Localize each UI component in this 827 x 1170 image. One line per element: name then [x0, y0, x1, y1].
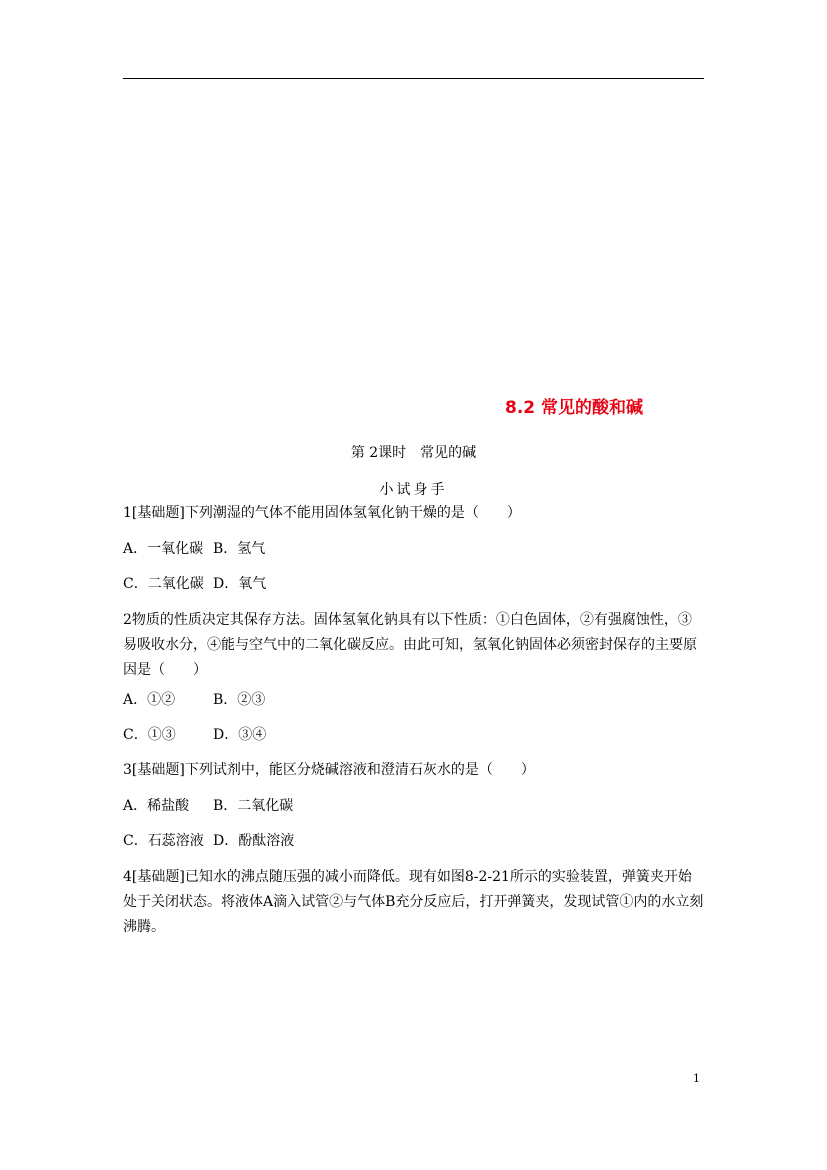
question-3-options-row-1: [123, 794, 293, 819]
question-2-option-d: D．③④: [213, 727, 267, 743]
question-3-option-a: A．稀盐酸: [123, 798, 190, 814]
question-2-option-c: C．①③: [123, 727, 176, 743]
section-title: 8.2 常见的酸和碱: [505, 398, 644, 418]
lesson-title: 第 2课时 常见的碱: [350, 445, 477, 461]
question-1-option-d: D．氧气: [213, 576, 267, 592]
question-3-option-c: C．石蕊溶液: [123, 833, 204, 849]
question-1-stem: 1[基础题]下列潮湿的气体不能用固体氢氧化钠干燥的是（ ）: [123, 505, 521, 521]
question-2-stem: 2物质的性质决定其保存方法。固体氢氧化钠具有以下性质：①白色固体，②有强腐蚀性，③易吸收水分，④能与空气中的二氧化碳反应。由此可知，氢氧化钠固体必须密封保存的主要原因是（ ）: [123, 612, 697, 678]
question-2-options-row-1: [123, 688, 265, 713]
question-1-option-b: B．氢气: [213, 541, 266, 557]
question-2-options-row-2: [123, 723, 266, 748]
question-3-stem: 3[基础题]下列试剂中，能区分烧碱溶液和澄清石灰水的是（ ）: [123, 762, 535, 778]
question-2-option-a: A．①②: [123, 692, 176, 708]
question-1-option-c: C．二氧化碳: [123, 576, 204, 592]
question-3-options-row-2: [123, 829, 294, 854]
question-4-stem: 4[基础题]已知水的沸点随压强的减小而降低。现有如图8-2-21所示的实验装置，弹簧夹开始处于关闭状态。将液体A滴入试管②与气体B充分反应后，打开弹簧夹，发现试管①内的水立刻沸腾。: [123, 869, 704, 935]
question-1-options-row-1: [123, 537, 265, 562]
header-rule: [123, 78, 704, 79]
question-3-option-b: B．二氧化碳: [213, 798, 294, 814]
question-3-option-d: D．酚酞溶液: [213, 833, 295, 849]
question-1-options-row-2: [123, 572, 266, 597]
question-1-option-a: A．一氧化碳: [123, 541, 204, 557]
sub-heading: 小试身手: [379, 482, 448, 498]
question-2-option-b: B．②③: [213, 692, 266, 708]
page-number: 1: [693, 1072, 700, 1085]
